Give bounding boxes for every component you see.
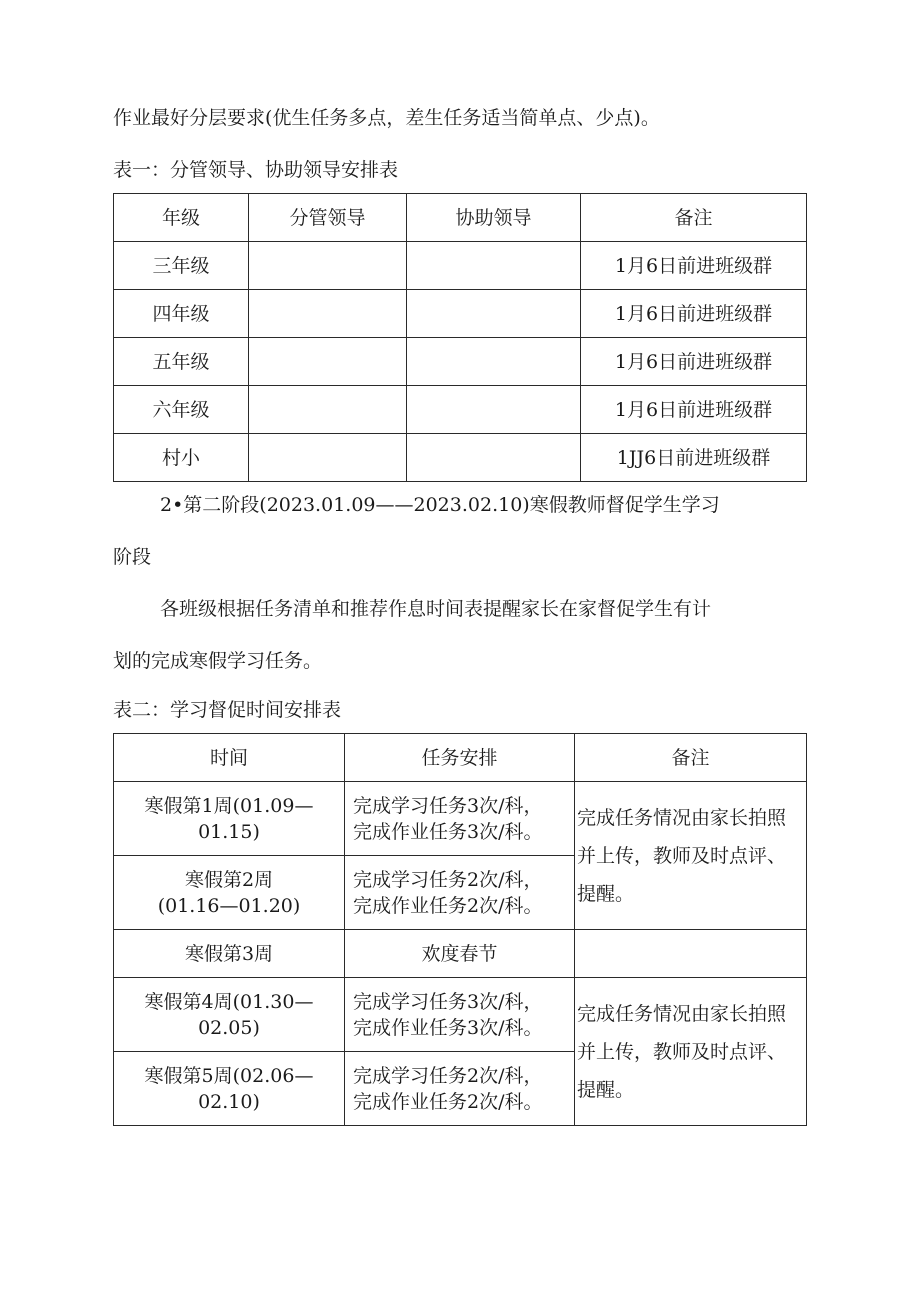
leader-cell: [249, 338, 407, 386]
table2-caption: 表二：学习督促时间安排表: [113, 699, 342, 721]
note-cell: 1月6日前进班级群: [581, 386, 807, 434]
task-line: 完成作业任务2次/科。: [353, 1090, 543, 1113]
grade-cell: 五年级: [114, 338, 249, 386]
time-line: 02.05): [198, 1016, 260, 1039]
header-task: 任务安排: [345, 734, 575, 782]
note-line: 并上传，教师及时点评、: [577, 844, 787, 867]
header-assist: 协助领导: [407, 194, 581, 242]
task-line: 完成学习任务3次/科，: [353, 990, 543, 1013]
table-row: [114, 978, 807, 1052]
paragraph-layered-requirements: 作业最好分层要求(优生任务多点，差生任务适当简单点、少点)。: [113, 107, 660, 129]
leader-cell: [249, 386, 407, 434]
time-cell: [114, 978, 345, 1052]
time-line: 01.15): [198, 820, 260, 843]
note-cell: 1月6日前进班级群: [581, 338, 807, 386]
header-note: 备注: [575, 734, 807, 782]
task-cell: [345, 856, 575, 930]
assist-cell: [407, 242, 581, 290]
table-row: [114, 782, 807, 856]
time-line: (01.16—01.20): [157, 894, 301, 917]
header-leader: 分管领导: [249, 194, 407, 242]
note-cell: 1月6日前进班级群: [581, 242, 807, 290]
table-header-row: [114, 734, 807, 782]
grade-cell: 四年级: [114, 290, 249, 338]
leader-cell: [249, 242, 407, 290]
task-cell: [345, 782, 575, 856]
task-line: 完成学习任务3次/科，: [353, 794, 543, 817]
note-cell: 1月6日前进班级群: [581, 290, 807, 338]
table-header-row: [114, 194, 807, 242]
assist-cell: [407, 290, 581, 338]
assist-cell: [407, 434, 581, 482]
header-grade: 年级: [114, 194, 249, 242]
table-row: [114, 930, 807, 978]
note-cell: [575, 930, 807, 978]
leader-cell: [249, 290, 407, 338]
header-time: 时间: [114, 734, 345, 782]
time-cell: 寒假第3周: [114, 930, 345, 978]
grade-cell: 三年级: [114, 242, 249, 290]
grade-cell: 六年级: [114, 386, 249, 434]
table-row: [114, 290, 807, 338]
table-row: [114, 338, 807, 386]
leader-cell: [249, 434, 407, 482]
time-cell: [114, 1052, 345, 1126]
note-cell: 1JJ6日前进班级群: [581, 434, 807, 482]
time-line: 寒假第5周(02.06—: [144, 1064, 314, 1087]
time-line: 寒假第4周(01.30—: [144, 990, 314, 1013]
time-cell: [114, 782, 345, 856]
task-cell: 欢度春节: [345, 930, 575, 978]
table1-caption: 表一：分管领导、协助领导安排表: [113, 159, 399, 181]
table-row: [114, 434, 807, 482]
stage2-heading-line1: 2•第二阶段(2023.01.09——2023.02.10)寒假教师督促学生学习: [160, 494, 720, 516]
study-supervision-schedule-table: [113, 733, 807, 1126]
note-line: 提醒。: [577, 1078, 635, 1101]
table-row: [114, 386, 807, 434]
table-row: [114, 242, 807, 290]
header-note: 备注: [581, 194, 807, 242]
time-line: 寒假第2周: [184, 868, 274, 891]
task-line: 完成学习任务2次/科，: [353, 1064, 543, 1087]
task-cell: [345, 1052, 575, 1126]
leader-assignment-table: [113, 193, 807, 482]
task-line: 完成作业任务3次/科。: [353, 1016, 543, 1039]
stage2-description-line1: 各班级根据任务清单和推荐作息时间表提醒家长在家督促学生有计: [160, 598, 712, 620]
task-cell: [345, 978, 575, 1052]
grade-cell: 村小: [114, 434, 249, 482]
stage2-description-line2: 划的完成寒假学习任务。: [113, 650, 323, 672]
task-line: 完成作业任务2次/科。: [353, 894, 543, 917]
time-line: 寒假第1周(01.09—: [144, 794, 314, 817]
note-line: 完成任务情况由家长拍照: [577, 1002, 787, 1025]
task-line: 完成学习任务2次/科，: [353, 868, 543, 891]
time-line: 02.10): [198, 1090, 260, 1113]
note-line: 提醒。: [577, 882, 635, 905]
note-cell: [575, 782, 807, 930]
stage2-heading-line2: 阶段: [113, 546, 152, 568]
assist-cell: [407, 386, 581, 434]
note-line: 完成任务情况由家长拍照: [577, 806, 787, 829]
task-line: 完成作业任务3次/科。: [353, 820, 543, 843]
note-line: 并上传，教师及时点评、: [577, 1040, 787, 1063]
time-cell: [114, 856, 345, 930]
note-cell: [575, 978, 807, 1126]
assist-cell: [407, 338, 581, 386]
